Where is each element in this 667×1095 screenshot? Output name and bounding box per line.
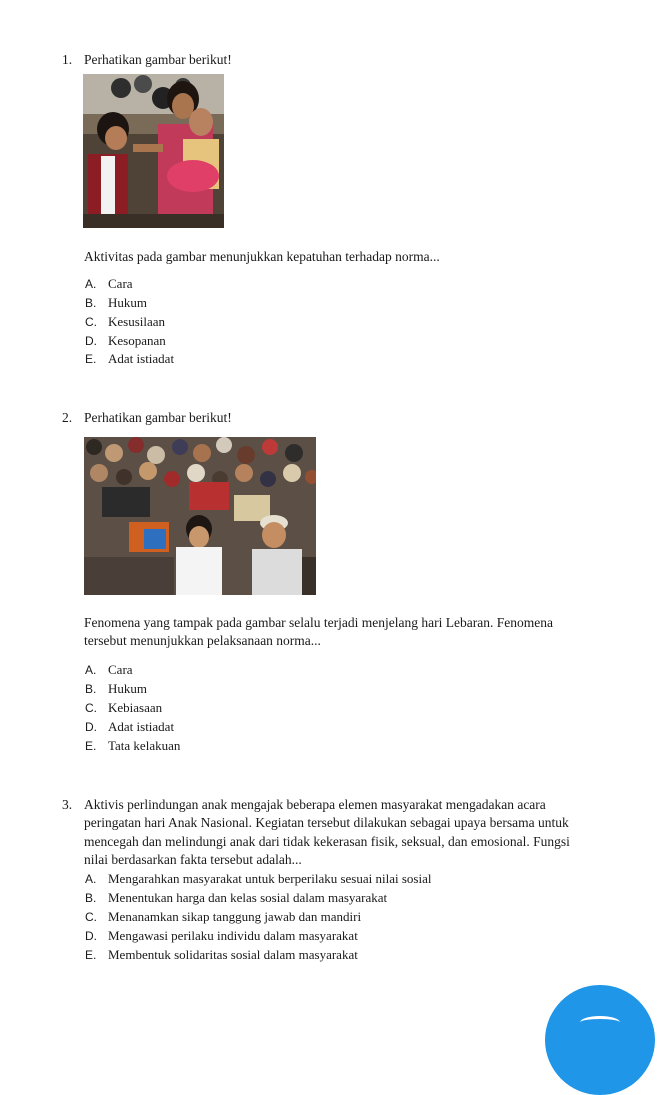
option-letter: D. xyxy=(85,929,97,943)
option-letter: A. xyxy=(85,277,97,291)
question-3-stem-line-1 xyxy=(62,797,546,813)
question-1-stem-text: Perhatikan gambar berikut! xyxy=(84,52,232,67)
option-text: Adat istiadat xyxy=(108,719,175,734)
option-row[interactable] xyxy=(85,890,387,906)
question-1-text: Aktivitas pada gambar menunjukkan kepatuhan terhadap norma... xyxy=(84,249,440,264)
option-text: Hukum xyxy=(108,295,147,310)
option-letter: E. xyxy=(85,739,97,753)
option-text: Hukum xyxy=(108,681,147,696)
option-text: Mengawasi perilaku individu dalam masyarakat xyxy=(108,928,358,943)
question-2-stem-text: Perhatikan gambar berikut! xyxy=(84,410,232,425)
question-2-number: 2. xyxy=(62,410,73,425)
option-letter: E. xyxy=(85,352,97,366)
question-2-text-line-2: tersebut menunjukkan pelaksanaan norma... xyxy=(84,633,321,648)
option-text: Kesopanan xyxy=(108,333,166,348)
floating-action-button[interactable] xyxy=(545,985,655,1095)
option-text: Cara xyxy=(108,276,133,291)
option-letter: B. xyxy=(85,296,97,310)
question-3-stem-line-4: nilai berdasarkan fakta tersebut adalah... xyxy=(84,852,302,867)
question-2-stem xyxy=(62,410,232,426)
option-text: Adat istiadat xyxy=(108,351,175,366)
question-1-stem xyxy=(62,52,232,68)
option-row[interactable] xyxy=(85,276,133,292)
option-letter: A. xyxy=(85,663,97,677)
option-letter: A. xyxy=(85,872,97,886)
option-letter: D. xyxy=(85,720,97,734)
question-3-stem-line-3: mencegah dan melindungi anak dari tidak kekerasan fisik, seksual, dan emosional. Fungsi xyxy=(84,834,570,849)
option-row[interactable] xyxy=(85,314,165,330)
option-letter: C. xyxy=(85,701,97,715)
option-text: Mengarahkan masyarakat untuk berperilaku sesuai nilai sosial xyxy=(108,871,432,886)
option-row[interactable] xyxy=(85,738,180,754)
option-row[interactable] xyxy=(85,662,133,678)
option-row[interactable] xyxy=(85,871,431,887)
option-letter: C. xyxy=(85,315,97,329)
chevron-up-icon xyxy=(580,1016,620,1029)
option-row[interactable] xyxy=(85,295,147,311)
option-row[interactable] xyxy=(85,333,166,349)
option-text: Menanamkan sikap tanggung jawab dan mandiri xyxy=(108,909,362,924)
option-row[interactable] xyxy=(85,947,358,963)
question-3-stem-line-2: peringatan hari Anak Nasional. Kegiatan tersebut dilakukan sebagai upaya bersama untuk xyxy=(84,815,569,830)
option-letter: B. xyxy=(85,891,97,905)
question-3-number: 3. xyxy=(62,797,73,812)
option-letter: E. xyxy=(85,948,97,962)
option-row[interactable] xyxy=(85,928,358,944)
option-text: Membentuk solidaritas sosial dalam masyarakat xyxy=(108,947,358,962)
option-text: Menentukan harga dan kelas sosial dalam masyarakat xyxy=(108,890,388,905)
option-letter: B. xyxy=(85,682,97,696)
option-row[interactable] xyxy=(85,719,174,735)
option-text: Kebiasaan xyxy=(108,700,163,715)
option-letter: C. xyxy=(85,910,97,924)
option-text: Cara xyxy=(108,662,133,677)
option-row[interactable] xyxy=(85,351,174,367)
option-text: Tata kelakuan xyxy=(108,738,181,753)
question-2-text-line-1: Fenomena yang tampak pada gambar selalu terjadi menjelang hari Lebaran. Fenomena xyxy=(84,615,553,630)
question-2-image xyxy=(84,437,316,595)
question-3-stem-text: Aktivis perlindungan anak mengajak beberapa elemen masyarakat mengadakan acara xyxy=(84,797,546,812)
option-letter: D. xyxy=(85,334,97,348)
option-row[interactable] xyxy=(85,700,162,716)
question-1-image xyxy=(83,74,224,228)
option-text: Kesusilaan xyxy=(108,314,166,329)
option-row[interactable] xyxy=(85,909,361,925)
option-row[interactable] xyxy=(85,681,147,697)
question-1-number: 1. xyxy=(62,52,73,67)
